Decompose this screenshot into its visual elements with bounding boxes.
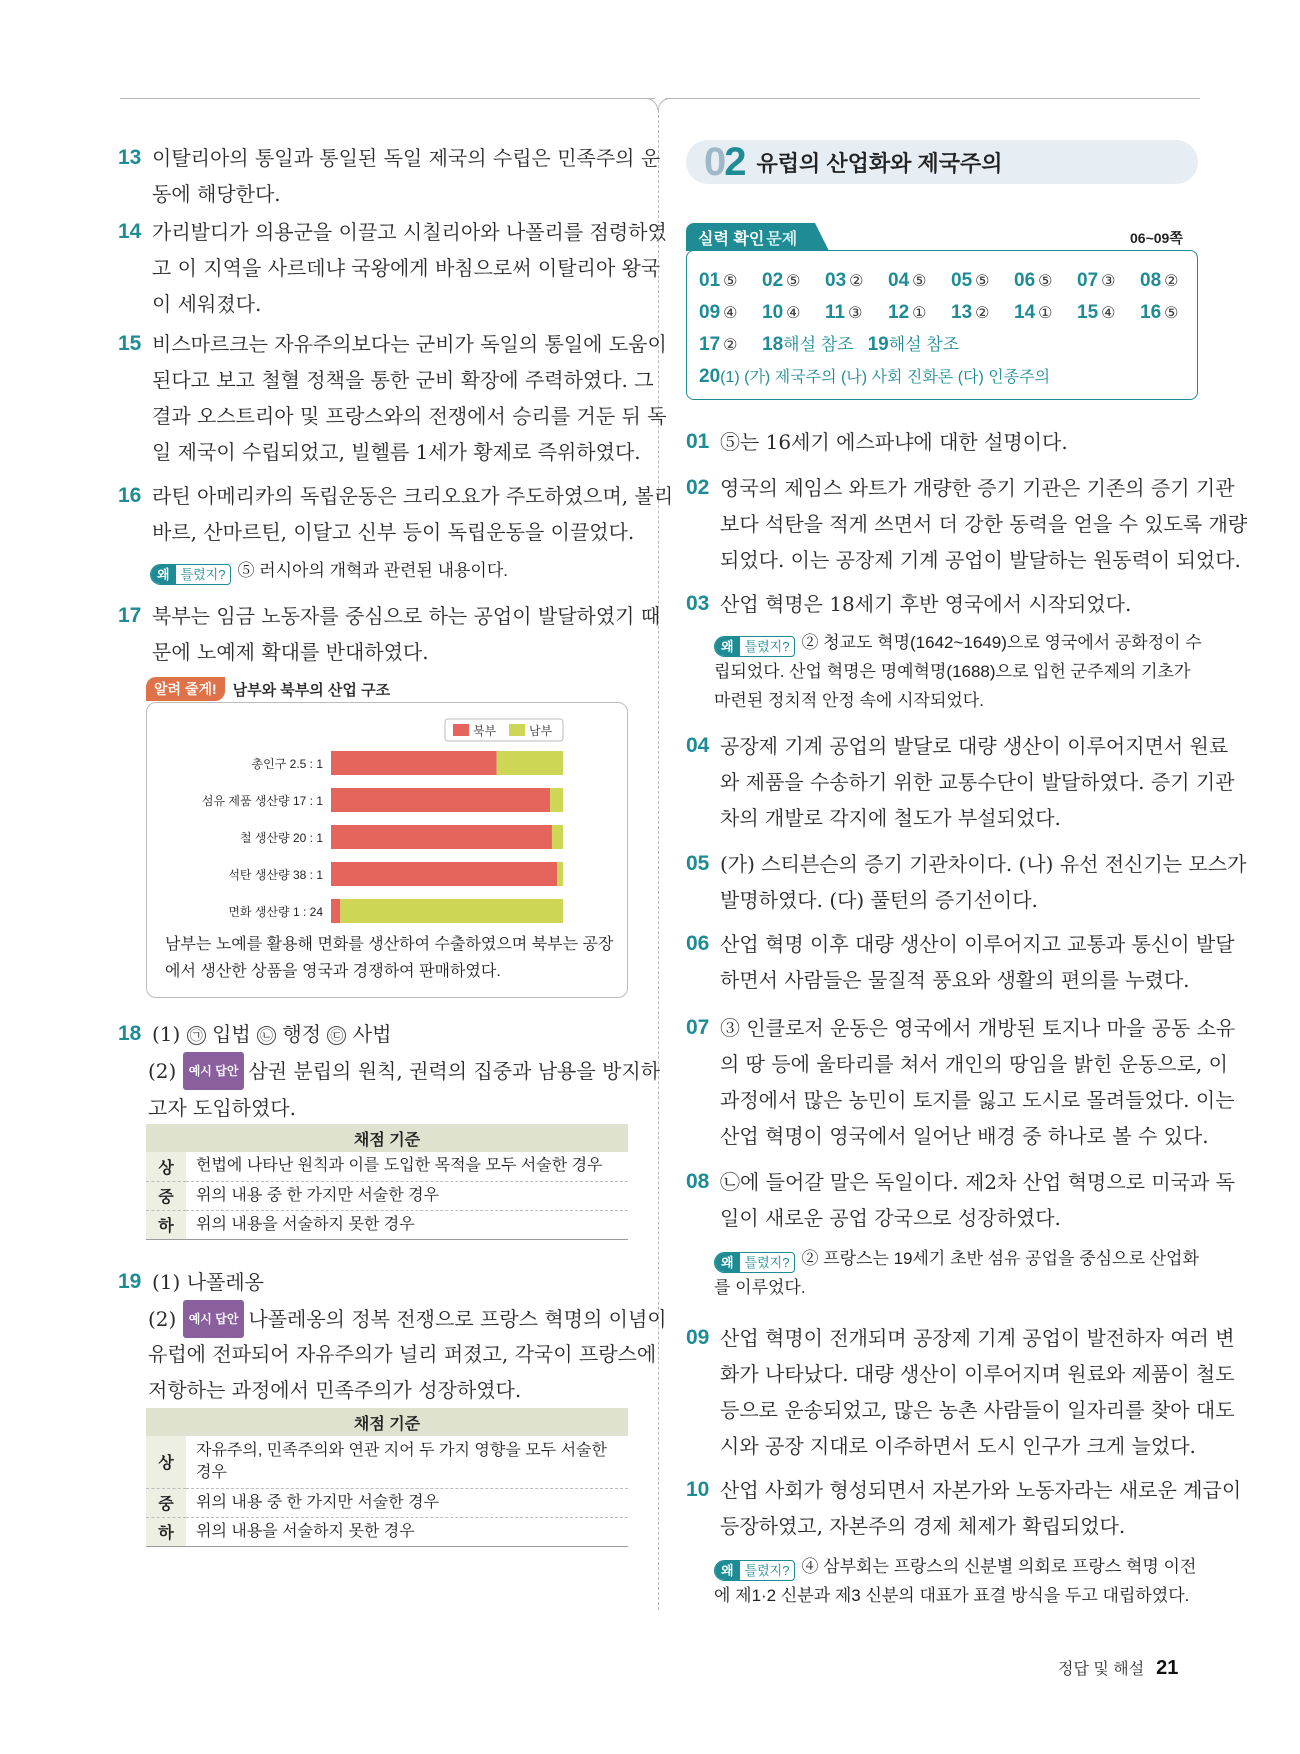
grade-desc: 위의 내용 중 한 가지만 서술한 경우: [186, 1181, 628, 1210]
scoring-table-18: [146, 1124, 628, 1240]
q13-line: 이탈리아의 통일과 통일된 독일 제국의 수립은 민족주의 운: [152, 146, 661, 170]
top-rule-right: [665, 98, 1200, 99]
bar-segment-남부: [497, 751, 563, 775]
section-title: 유럽의 산업화와 제국주의: [756, 150, 1003, 176]
bar-segment-남부: [557, 862, 563, 886]
q19: 19 (1) 나폴레옹: [118, 1264, 628, 1300]
r03: 03 산업 혁명은 18세기 후반 영국에서 시작되었다.: [686, 592, 1132, 616]
r04: 04 공장제 기계 공업의 발달로 대량 생산이 이루어지면서 원료 와 제품을 수송하기 위한 교통수단이 발달하였다. 증기 기관 차의 개발로 각지에 철도가 부설되었다.: [686, 734, 1235, 830]
r05: 05 (가) 스티븐슨의 증기 기관차이다. (나) 유선 전신기는 모스가 발명하였다. (다) 풀턴의 증기선이다.: [686, 852, 1247, 912]
chart-heading: [146, 676, 390, 702]
q14-number: 14: [118, 220, 142, 243]
chart-title: 남부와 북부의 산업 구조: [232, 681, 391, 699]
example-answer-badge: 예시 답안: [183, 1300, 245, 1338]
wrong-badge: 왜 틀렸지?: [714, 1560, 795, 1581]
answer-pages: 06~09쪽: [1130, 230, 1183, 246]
legend-swatch: [453, 724, 469, 736]
bar-segment-남부: [552, 825, 563, 849]
section-number: 02: [704, 139, 745, 184]
legend-label: 북부: [473, 724, 497, 738]
example-answer-badge: 예시 답안: [183, 1052, 245, 1090]
q17-line: 북부는 임금 노동자를 중심으로 하는 공업이 발달하였기 때: [152, 604, 661, 628]
wrong-badge: 왜 틀렸지?: [150, 564, 231, 585]
scoring-table-19: [146, 1408, 628, 1547]
grade-desc: 위의 내용을 서술하지 못한 경우: [186, 1210, 628, 1239]
top-rule-left: [120, 98, 655, 99]
grade-desc: 자유주의, 민족주의와 연관 지어 두 가지 영향을 모두 서술한 경우: [186, 1436, 628, 1488]
wrong-badge: 왜 틀렸지?: [714, 636, 795, 657]
top-curve-left: [646, 98, 658, 110]
q14: [118, 214, 667, 322]
category-label: 총인구 2.5 : 1: [251, 757, 323, 771]
r07: 07 ③ 인클로저 운동은 영국에서 개방된 토지나 마을 공동 소유 의 땅 등에 울타리를 쳐서 개인의 땅임을 밝힌 운동으로, 이 과정에서 많은 농민이 토지를 잃고 도시로 몰려들었다. 이는 산업 혁명이 영국에서 일어난 배경 중 하나로 볼 수 있다.: [686, 1016, 1236, 1148]
legend-swatch: [509, 724, 525, 736]
r10-wrong-note: 왜 틀렸지? ④ 삼부회는 프랑스의 신분별 의회로 프랑스 혁명 이전 에 제1·2 신분과 제3 신분의 대표가 표결 방식을 두고 대립하였다.: [714, 1557, 1197, 1605]
chart-caption-line: 남부는 노예를 활용해 면화를 생산하여 수출하였으며 북부는 공장: [165, 936, 614, 953]
q19-part2-cont: [118, 1336, 657, 1408]
industry-chart: [147, 703, 629, 923]
q15-line: 비스마르크는 자유주의보다는 군비가 독일의 통일에 도움이: [152, 332, 667, 356]
q16-number: 16: [118, 484, 142, 507]
q13: [118, 140, 661, 212]
grade-cell: 중: [146, 1181, 186, 1210]
grade-cell: 상: [146, 1436, 186, 1488]
top-curve-right: [658, 98, 670, 110]
q16: [118, 478, 674, 550]
q14-line: 이 세워졌다.: [152, 292, 262, 316]
answer-row: 17 ② 18해설 참조 19해설 참조: [699, 334, 960, 355]
section-header: [686, 140, 1198, 184]
bar-segment-북부: [331, 788, 550, 812]
r08-wrong-note: 왜 틀렸지? ② 프랑스는 19세기 초반 섬유 공업을 중심으로 산업화 를 이루었다.: [714, 1249, 1199, 1297]
q14-line: 고 이 지역을 사르데냐 국왕에게 바침으로써 이탈리아 왕국: [152, 256, 661, 280]
bar-segment-북부: [331, 825, 552, 849]
answer-key-box: [686, 250, 1198, 400]
chart-box: [146, 702, 628, 998]
q15-number: 15: [118, 332, 142, 355]
q18-number: 18: [118, 1022, 142, 1045]
category-label: 석탄 생산량 38 : 1: [228, 868, 323, 882]
q13-number: 13: [118, 146, 142, 169]
q18-line: 고자 도입하였다.: [148, 1096, 296, 1120]
q19-line: 유럽에 전파되어 자유주의가 널리 퍼졌고, 각국이 프랑스에: [148, 1342, 657, 1366]
r09: 09 산업 혁명이 전개되며 공장제 기계 공업이 발전하자 여러 변 화가 나타났다. 대량 생산이 이루어지며 원료와 제품이 철도 등으로 운송되었고, 많은 농촌 사람들이 일자리를 찾아 대도 시와 공장 지대로 이주하면서 도시 인구가 크게 늘었다.: [686, 1326, 1235, 1458]
bar-segment-북부: [331, 751, 497, 775]
answer-tab: 실력 확인 문제: [686, 223, 815, 251]
q15-line: 된다고 보고 철혈 정책을 통한 군비 확장에 주력하였다. 그: [152, 368, 654, 392]
q16-wrong-text: ⑤ 러시아의 개혁과 관련된 내용이다.: [237, 561, 508, 580]
q19-number: 19: [118, 1270, 142, 1293]
bar-segment-북부: [331, 899, 340, 923]
legend-label: 남부: [529, 724, 553, 738]
q18: [118, 1016, 628, 1052]
scoring-table-header: 채점 기준: [146, 1124, 628, 1152]
page-number: 21: [1156, 1657, 1179, 1679]
grade-cell: 상: [146, 1152, 186, 1181]
circled-mark: ㉡: [257, 1026, 276, 1045]
q16-line: 라틴 아메리카의 독립운동은 크리오요가 주도하였으며, 볼리: [152, 484, 674, 508]
q15: [118, 326, 667, 470]
wrong-badge: 왜 틀렸지?: [714, 1252, 795, 1273]
category-label: 섬유 제품 생산량 17 : 1: [201, 794, 323, 808]
q18-part2: (2) 예시 답안 삼권 분립의 원칙, 권력의 집중과 남용을 방지하 고자 도입하였다.: [118, 1052, 628, 1126]
r01: 01 ⑤는 16세기 에스파냐에 대한 설명이다.: [686, 430, 1068, 454]
q16-line: 바르, 산마르틴, 이달고 신부 등이 독립운동을 이끌었다.: [152, 520, 635, 544]
grade-cell: 중: [146, 1488, 186, 1517]
category-label: 면화 생산량 1 : 24: [228, 905, 323, 919]
q13-line: 동에 해당한다.: [152, 182, 281, 206]
q15-line: 일 제국이 수립되었고, 빌헬름 1세가 황제로 즉위하였다.: [152, 440, 641, 464]
q18-part1: (1) ㉠ 입법 ㉡ 행정 ㉢ 사법: [152, 1022, 392, 1046]
r03-wrong-note: 왜 틀렸지? ② 청교도 혁명(1642~1649)으로 영국에서 공화정이 수 립되었다. 산업 혁명은 명예혁명(1688)으로 입헌 군주제의 기초가 마련된 정치적 안정 속에 시작되었다.: [714, 633, 1202, 710]
q14-line: 가리발디가 의용군을 이끌고 시칠리아와 나폴리를 점령하였: [152, 220, 667, 244]
r06: 06 산업 혁명 이후 대량 생산이 이루어지고 교통과 통신이 발달 하면서 사람들은 물질적 풍요와 생활의 편의를 누렸다.: [686, 932, 1235, 992]
circled-mark: ㉢: [327, 1026, 346, 1045]
q17: [118, 598, 661, 670]
page-footer: [1058, 1656, 1178, 1680]
grade-desc: 위의 내용 중 한 가지만 서술한 경우: [186, 1488, 628, 1517]
circled-mark: ㉠: [187, 1026, 206, 1045]
bar-segment-남부: [550, 788, 563, 812]
grade-desc: 위의 내용을 서술하지 못한 경우: [186, 1517, 628, 1546]
chart-caption-line: 에서 생산한 상품을 영국과 경쟁하여 판매하였다.: [165, 963, 501, 980]
q17-line: 문에 노예제 확대를 반대하였다.: [152, 640, 429, 664]
q17-number: 17: [118, 604, 142, 627]
q15-line: 결과 오스트리아 및 프랑스와의 전쟁에서 승리를 거둔 뒤 독: [152, 404, 667, 428]
r02: 02 영국의 제임스 와트가 개량한 증기 기관은 기존의 증기 기관 보다 석탄을 적게 쓰면서 더 강한 동력을 얻을 수 있도록 개량 되었다. 이는 공장제 기계 공업이 발달하는 원동력이 되었다.: [686, 476, 1248, 572]
r10: 10 산업 사회가 형성되면서 자본가와 노동자라는 새로운 계급이 등장하였고, 자본주의 경제 체제가 확립되었다.: [686, 1478, 1242, 1538]
grade-cell: 하: [146, 1210, 186, 1239]
grade-desc: 헌법에 나타난 원칙과 이를 도입한 목적을 모두 서술한 경우: [186, 1152, 628, 1181]
chart-caption: [165, 931, 613, 985]
chart-legend: [445, 719, 563, 741]
q19-line: 저항하는 과정에서 민족주의가 성장하였다.: [148, 1378, 522, 1402]
bar-segment-북부: [331, 862, 557, 886]
category-label: 철 생산량 20 : 1: [239, 831, 323, 845]
answer-row: 20(1) (가) 제국주의 (나) 사회 진화론 (다) 인종주의: [699, 366, 1051, 387]
answer-row: 09 ④ 10 ④ 11 ③ 12 ① 13 ② 14 ① 15 ④ 16 ⑤: [699, 302, 1179, 323]
answer-row: 01 ⑤ 02 ⑤ 03 ② 04 ⑤ 05 ⑤ 06 ⑤ 07 ③ 08 ②: [699, 270, 1179, 291]
chart-tag: 알려 줄게!: [146, 677, 225, 701]
answer-grid: [699, 265, 1203, 393]
scoring-table-header: 채점 기준: [146, 1408, 628, 1436]
q16-wrong-note: [150, 556, 508, 585]
q19-part1-answer: 나폴레옹: [186, 1270, 264, 1294]
grade-cell: 하: [146, 1517, 186, 1546]
r08: 08 ㉡에 들어갈 말은 독일이다. 제2차 산업 혁명으로 미국과 독 일이 새로운 공업 강국으로 성장하였다.: [686, 1170, 1235, 1230]
q19-part2: (2) 예시 답안 나폴레옹의 정복 전쟁으로 프랑스 혁명의 이념이: [118, 1300, 628, 1338]
footer-label: 정답 및 해설: [1058, 1661, 1145, 1678]
bar-segment-남부: [340, 899, 563, 923]
